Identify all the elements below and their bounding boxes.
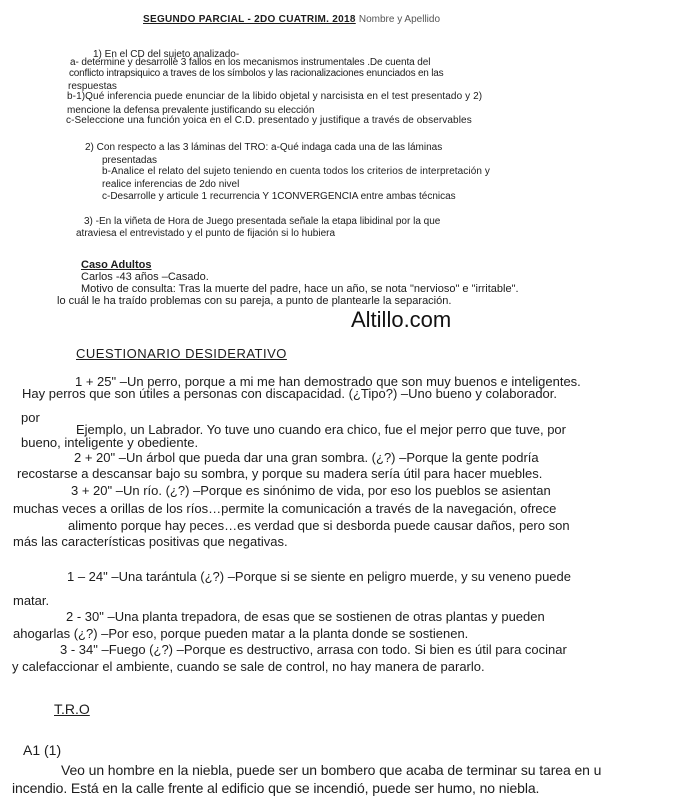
desiderativo-line: recostarse a descansar bajo su sombra, y porque su madera sería útil para hacer muebles.: [17, 466, 543, 481]
desiderativo-line: bueno, inteligente y obediente.: [21, 435, 199, 450]
q3-line: 3) -En la viñeta de Hora de Juego presentada señale la etapa libidinal por la que: [84, 216, 441, 227]
exam-title: SEGUNDO PARCIAL - 2DO CUATRIM. 2018: [143, 14, 356, 25]
q3-line: atraviesa el entrevistado y el punto de fijación si lo hubiera: [76, 228, 336, 239]
q2-line: b-Analice el relato del sujeto teniendo en cuenta todos los criterios de interpretación y: [102, 166, 491, 177]
q2-line: presentadas: [102, 155, 158, 166]
q2-line: realice inferencias de 2do nivel: [102, 179, 240, 190]
q1-line: a- determine y desarrolle 3 fallos en los mecanismos instrumentales .De cuenta del: [70, 57, 431, 68]
desiderativo-line: 1 + 25" –Un perro, porque a mi me han demostrado que son muy buenos e inteligentes.: [75, 374, 581, 389]
desiderativo-line: alimento porque hay peces…es verdad que si desborda puede causar daños, pero son: [68, 518, 570, 533]
case-line: Carlos -43 años –Casado.: [81, 271, 209, 283]
desiderativo-line: 2 + 20" –Un árbol que pueda dar una gran sombra. (¿?) –Porque la gente podría: [74, 450, 539, 465]
q1-line: mencione la defensa prevalente justificando su elección: [67, 105, 315, 116]
name-label: Nombre y Apellido: [358, 14, 441, 25]
tro-line: Veo un hombre en la niebla, puede ser un bombero que acaba de terminar su tarea en u: [61, 762, 602, 778]
exam-header: [143, 15, 440, 25]
desiderativo-line: muchas veces a orillas de los ríos…permite la comunicación a través de la navegación, ofrece: [13, 501, 557, 516]
q1-line: respuestas: [68, 81, 117, 92]
desiderativo-line: 2 - 30" –Una planta trepadora, de esas que se sostienen de otras plantas y pueden: [66, 609, 545, 624]
q1-line: 1) En el CD del sujeto analizado-: [93, 49, 240, 60]
q2-line: 2) Con respecto a las 3 láminas del TRO: a-Qué indaga cada una de las láminas: [85, 142, 443, 153]
desiderativo-line: 3 - 34" –Fuego (¿?) –Porque es destructivo, arrasa con todo. Si bien es útil para cocinar: [60, 642, 567, 657]
desiderativo-line: más las características positivas que negativas.: [13, 534, 288, 549]
desiderativo-line: por: [21, 410, 40, 425]
case-heading: Caso Adultos: [81, 259, 152, 271]
tro-subheading: A1 (1): [23, 742, 62, 758]
desiderativo-line: ahogarlas (¿?) –Por eso, porque pueden matar a la planta donde se sostienen.: [13, 626, 469, 641]
desiderativo-line: 3 + 20" –Un río. (¿?) –Porque es sinónimo de vida, por eso los pueblos se asientan: [71, 483, 551, 498]
q1-line: c-Seleccione una función yoica en el C.D. presentado y justifique a través de observables: [66, 115, 472, 126]
q2-line: c-Desarrolle y articule 1 recurrencia Y 1CONVERGENCIA entre ambas técnicas: [102, 191, 456, 202]
case-line: Motivo de consulta: Tras la muerte del padre, hace un año, se nota "nervioso" e "irritable".: [81, 283, 519, 295]
desiderativo-heading: CUESTIONARIO DESIDERATIVO: [76, 346, 287, 361]
q1-line: b-1)Qué inferencia puede enunciar de la libido objetal y narcisista en el test presentado y 2): [67, 91, 483, 102]
desiderativo-line: y calefaccionar el ambiente, cuando se sale de control, no hay manera de pararlo.: [12, 659, 485, 674]
q1-line: conflicto intrapsiquico a traves de los símbolos y las racionalizaciones enunciados en las: [69, 68, 444, 79]
case-line: lo cuál le ha traído problemas con su pareja, a punto de plantearle la separación.: [57, 295, 452, 307]
tro-line: incendio. Está en la calle frente al edificio que se incendió, puede ser humo, no niebla.: [12, 780, 540, 796]
tro-heading: T.R.O: [54, 701, 90, 717]
desiderativo-line: Ejemplo, un Labrador. Yo tuve uno cuando era chico, fue el mejor perro que tuve, por: [76, 422, 566, 437]
desiderativo-line: Hay perros que son útiles a personas con discapacidad. (¿Tipo?) –Uno bueno y colaborador.: [22, 386, 557, 401]
desiderativo-line: matar.: [13, 593, 50, 608]
desiderativo-line: 1 – 24" –Una tarántula (¿?) –Porque si se siente en peligro muerde, y su veneno puede: [67, 569, 571, 584]
watermark-logo: Altillo.com: [351, 307, 452, 332]
